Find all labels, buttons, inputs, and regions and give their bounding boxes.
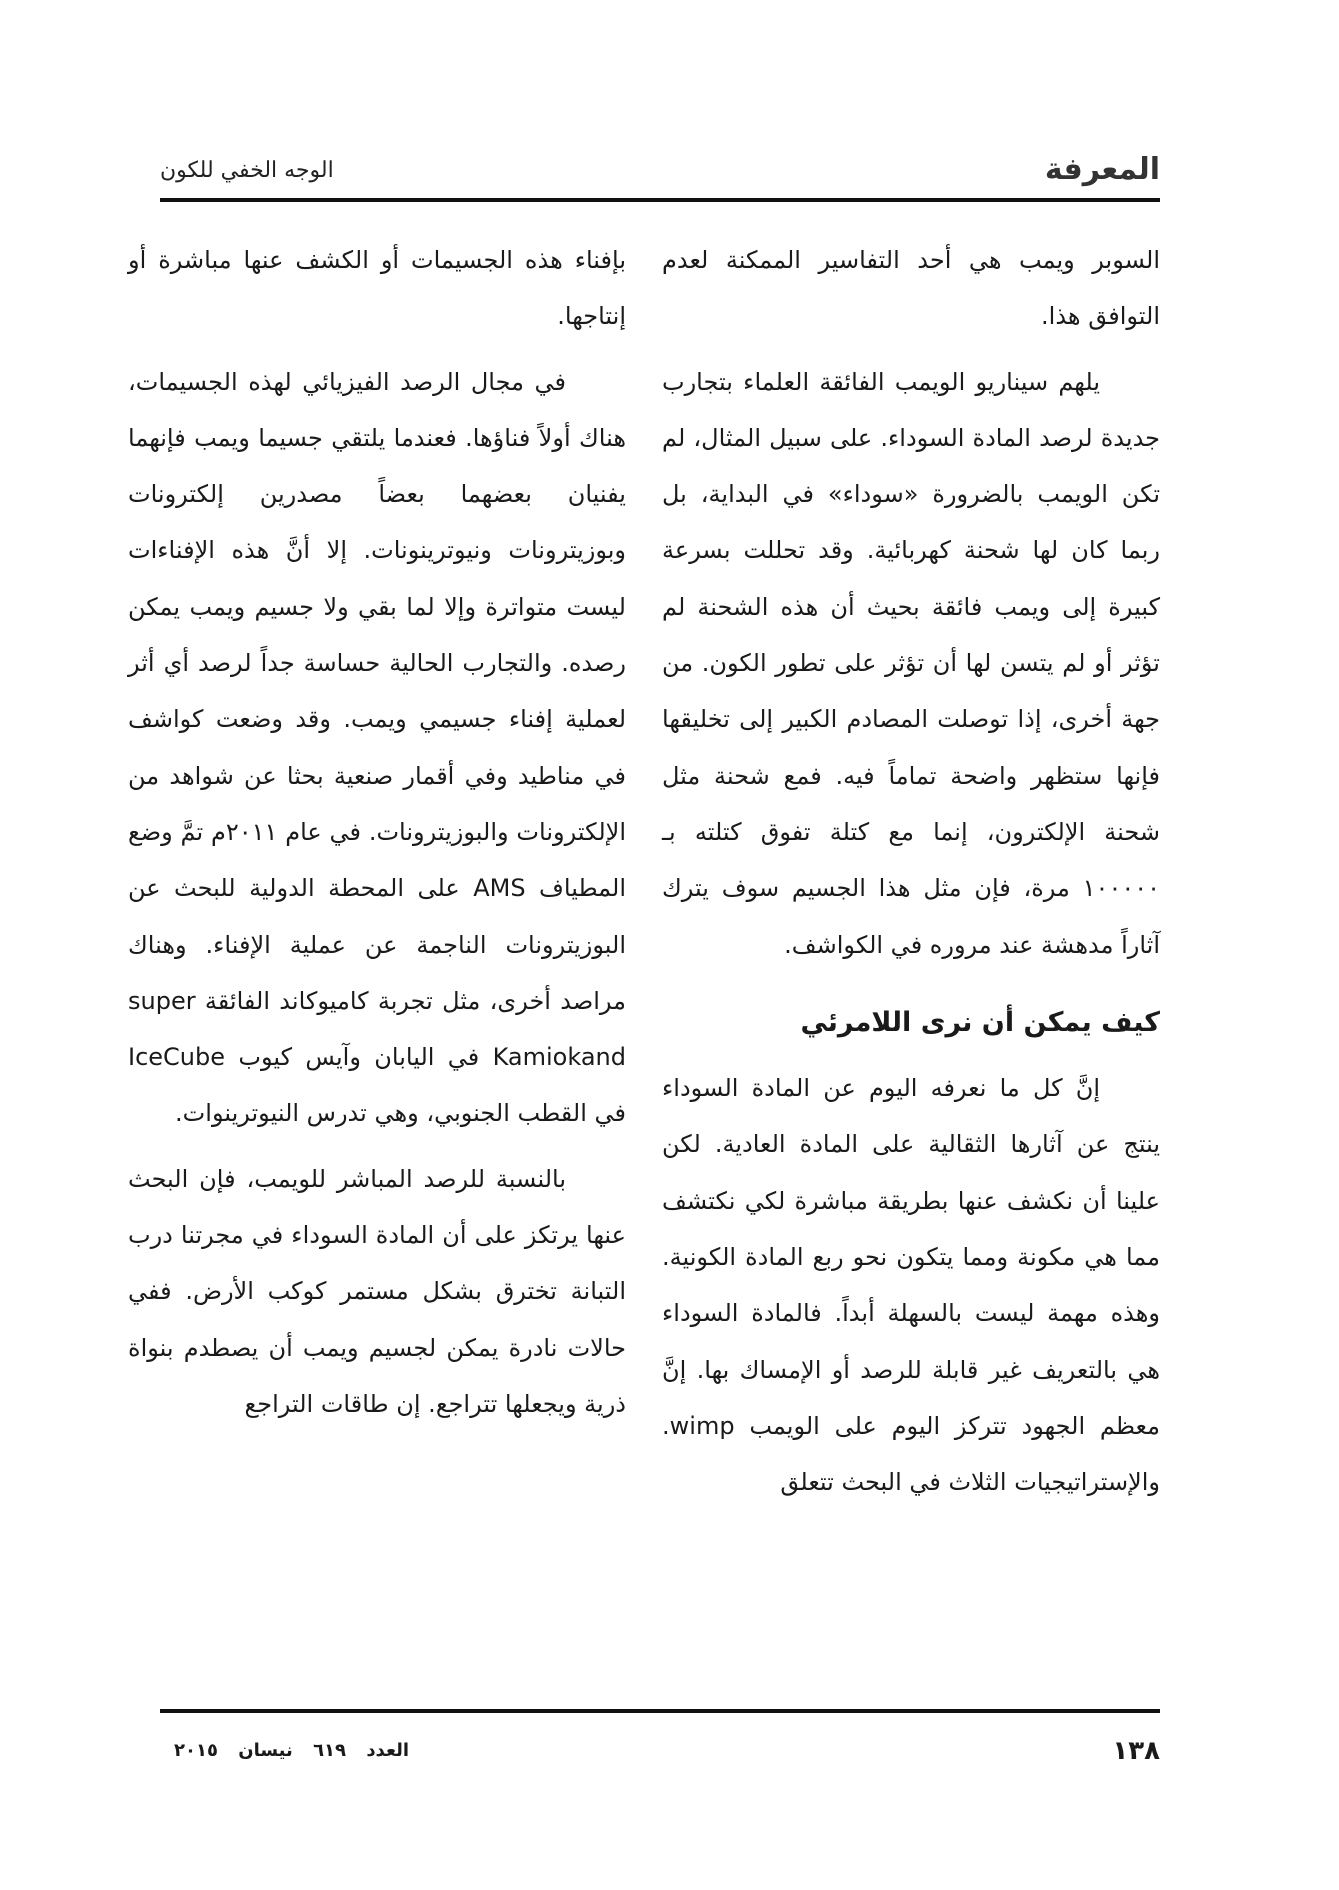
section-heading: كيف يمكن أن نرى اللامرئي <box>800 1006 1160 1038</box>
running-title: الوجه الخفي للكون <box>160 158 334 183</box>
article-column-left <box>128 232 626 1432</box>
issue-label: العدد <box>366 1740 410 1761</box>
paragraph: بالنسبة للرصد المباشر للويمب، فإن البحث عنها يرتكز على أن المادة السوداء في مجرتنا درب التبانة تخترق بشكل مستمر كوكب الأرض. ففي حالات نادرة يمكن لجسيم ويمب أن يصطدم بنواة ذرية ويجعلها تتراجع. إن طاقات التراجع <box>128 1164 626 1418</box>
issue-info <box>160 1740 409 1761</box>
header-rule <box>160 198 1160 202</box>
paragraph: في مجال الرصد الفيزيائي لهذه الجسيمات، هناك أولاً فناؤها. فعندما يلتقي جسيما ويمب فإنهما يفنيان بعضهما بعضاً مصدرين إلكترونات وبوزيترونات ونيوترينونات. إلا أنَّ هذه الإفناءات ليست متواترة وإلا لما بقي ولا جسيم ويمب يمكن رصده. والتجارب الحالية حساسة جداً لرصد أي أثر لعملية إفناء جسيمي ويمب. وقد وضعت كواشف في مناطيد وفي أقمار صنعية بحثا عن شواهد من الإلكترونات والبوزيترونات. في عام ٢٠١١م تمَّ وضع المطياف AMS على المحطة الدولية للبحث عن البوزيترونات الناجمة عن عملية الإفناء. وهناك مراصد أخرى، مثل تجربة كاميوكاند الفائقة super Kamiokand في اليابان وآيس كيوب IceCube في القطب الجنوبي، وهي تدرس النيوترينوات. <box>128 367 626 1128</box>
footer-rule <box>160 1709 1160 1713</box>
magazine-logo: المعرفة <box>1044 152 1160 187</box>
issue-number: ٦١٩ <box>313 1740 347 1761</box>
article-column-right <box>662 232 1160 1511</box>
paragraph: السوبر ويمب هي أحد التفاسير الممكنة لعدم التوافق هذا. <box>662 246 1160 331</box>
page-header <box>160 150 1160 194</box>
paragraph: يلهم سيناريو الويمب الفائقة العلماء بتجارب جديدة لرصد المادة السوداء. على سبيل المثال، لم تكن الويمب بالضرورة «سوداء» في البداية، بل ربما كان لها شحنة كهربائية. وقد تحللت بسرعة كبيرة إلى ويمب فائقة بحيث أن هذه الشحنة لم تؤثر أو لم يتسن لها أن تؤثر على تطور الكون. من جهة أخرى، إذا توصلت المصادم الكبير إلى تخليقها فإنها ستظهر واضحة تماماً فيه. فمع شحنة مثل شحنة الإلكترون، إنما مع كتلة تفوق كتلته بـ ١٠٠٠٠٠ مرة، فإن مثل هذا الجسيم سوف يترك آثاراً مدهشة عند مروره في الكواشف. <box>662 367 1160 959</box>
paragraph: بإفناء هذه الجسيمات أو الكشف عنها مباشرة أو إنتاجها. <box>128 246 626 331</box>
issue-year: ٢٠١٥ <box>174 1740 218 1761</box>
paragraph: إنَّ كل ما نعرفه اليوم عن المادة السوداء ينتج عن آثارها الثقالية على المادة العادية. لكن علينا أن نكشف عنها بطريقة مباشرة لكي نكتشف مما هي مكونة ومما يتكون نحو ربع المادة الكونية. وهذه مهمة ليست بالسهلة أبداً. فالمادة السوداء هي بالتعريف غير قابلة للرصد أو الإمساك بها. إنَّ معظم الجهود تتركز اليوم على الويمب wimp. والإستراتيجيات الثلاث في البحث تتعلق <box>662 1074 1160 1497</box>
page-footer <box>160 1736 1160 1776</box>
issue-month: نيسان <box>238 1740 293 1761</box>
page-number: ١٣٨ <box>1112 1736 1160 1766</box>
